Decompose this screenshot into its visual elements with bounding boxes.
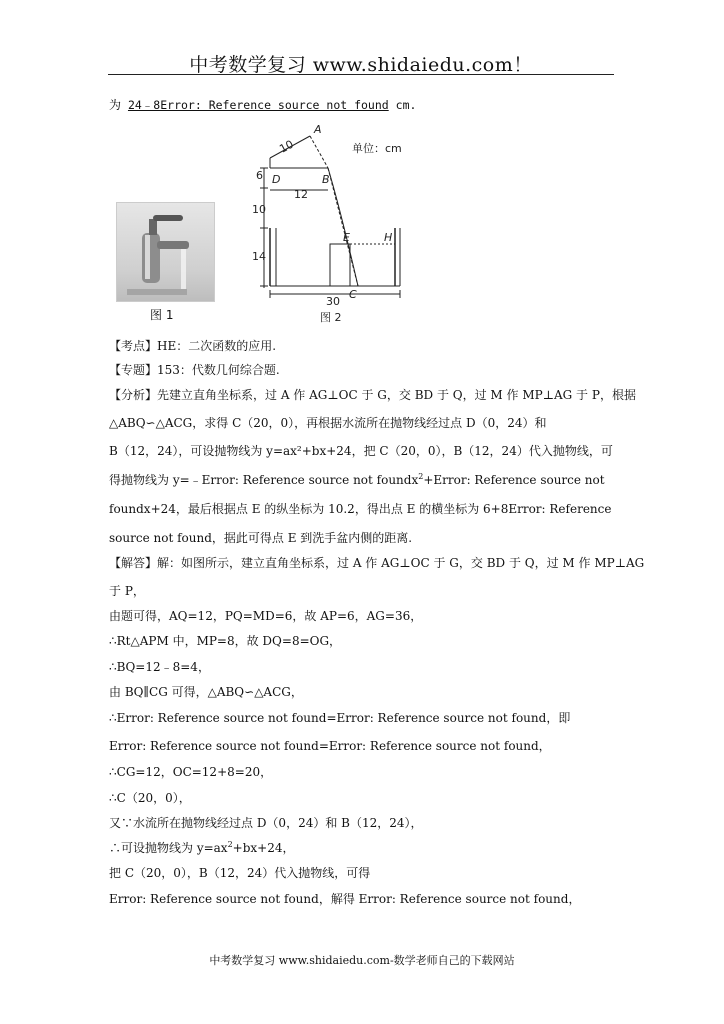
label-H: H bbox=[384, 231, 393, 244]
fenxi-line-2: △ABQ∽△ACG，求得 C（20，0），再根据水流所在抛物线经过点 D（0，24）和 bbox=[109, 416, 547, 430]
jieda-line-9: ∴CG=12，OC=12+8=20， bbox=[109, 765, 273, 779]
answer-unit: cm. bbox=[395, 98, 417, 112]
fig1-caption: 图 1 bbox=[150, 308, 174, 322]
dim-6: 6 bbox=[256, 169, 263, 182]
dim-10-slant: 10 bbox=[277, 137, 296, 156]
label-C: C bbox=[349, 288, 357, 301]
fenxi-line-6: source not found，据此可得点 E 到洗手盆内侧的距离. bbox=[109, 531, 413, 545]
jieda-line-7: ∴Error: Reference source not found=Error: Reference source not found，即 bbox=[109, 711, 571, 725]
kaodian-line bbox=[109, 338, 276, 354]
faucet-icon bbox=[117, 203, 214, 301]
answer-prefix: 为 bbox=[109, 98, 122, 112]
fenxi-text-4a: 得抛物线为 y=﹣Error: Reference source not foundx bbox=[109, 473, 419, 487]
fenxi-text-4b: +Error: Reference source not bbox=[423, 473, 605, 487]
label-B: B bbox=[322, 173, 330, 186]
jieda-line-12 bbox=[109, 840, 295, 856]
jieda-text-12b: +bx+24， bbox=[232, 841, 295, 855]
page-header: 中考数学复习 www.shidaiedu.com！ bbox=[189, 54, 533, 76]
jieda-line-4: ∴Rt△APM 中，MP=8，故 DQ=8=OG， bbox=[109, 634, 342, 648]
page-footer: 中考数学复习 www.shidaiedu.com-数学老师自己的下载网站 bbox=[209, 954, 515, 967]
header-rule bbox=[108, 74, 614, 75]
fenxi-text-1: 先建立直角坐标系，过 A 作 AG⊥OC 于 G，交 BD 于 Q，过 M 作 MP⊥AG 于 P，根据 bbox=[157, 388, 636, 402]
jieda-line-13: 把 C（20，0），B（12，24）代入抛物线，可得 bbox=[109, 866, 371, 880]
fenxi-sup-4: 2 bbox=[418, 472, 424, 481]
jieda-line-10: ∴C（20，0）， bbox=[109, 791, 191, 805]
jieda-text-12a: ∴可设抛物线为 y=ax bbox=[109, 841, 228, 855]
jieda-line-1 bbox=[109, 555, 644, 571]
answer-blank: 24﹣8Error: Reference source not found bbox=[127, 98, 389, 112]
jieda-line-8: Error: Reference source not found=Error: Reference source not found， bbox=[109, 739, 551, 753]
fenxi-line-4 bbox=[109, 472, 605, 488]
jieda-line-3: 由题可得，AQ=12，PQ=MD=6，故 AP=6，AG=36， bbox=[109, 609, 423, 623]
dim-14: 14 bbox=[252, 250, 266, 263]
jieda-line-14: Error: Reference source not found，解得 Error: Reference source not found， bbox=[109, 892, 581, 906]
dim-10-vert: 10 bbox=[252, 203, 266, 216]
faucet-photo bbox=[116, 202, 215, 302]
fenxi-line-5: foundx+24，最后根据点 E 的纵坐标为 10.2，得出点 E 的横坐标为 6+8Error: Reference bbox=[109, 502, 612, 516]
jieda-line-2: 于 P， bbox=[109, 584, 145, 598]
zhuanti-tag: 【专题】 bbox=[109, 363, 158, 377]
fig2-caption: 图 2 bbox=[320, 311, 342, 324]
answer-line bbox=[109, 97, 416, 113]
dim-12: 12 bbox=[294, 188, 308, 201]
fenxi-line-1 bbox=[109, 387, 636, 403]
label-A: A bbox=[314, 123, 322, 136]
jieda-line-6: 由 BQ∥CG 可得，△ABQ∽△ACG， bbox=[109, 685, 303, 699]
jieda-line-11: 又∵水流所在抛物线经过点 D（0，24）和 B（12，24）， bbox=[109, 816, 423, 830]
kaodian-tag: 【考点】 bbox=[109, 339, 158, 353]
jieda-text-1: 解：如图所示，建立直角坐标系，过 A 作 AG⊥OC 于 G，交 BD 于 Q，过 M 作 MP⊥AG bbox=[157, 556, 645, 570]
dim-30: 30 bbox=[326, 295, 340, 308]
zhuanti-text: 153：代数几何综合题. bbox=[157, 363, 280, 377]
unit-label: 单位：cm bbox=[352, 142, 402, 155]
fenxi-tag: 【分析】 bbox=[109, 388, 158, 402]
kaodian-text: HE：二次函数的应用. bbox=[157, 339, 277, 353]
zhuanti-line bbox=[109, 362, 280, 378]
fenxi-line-3: B（12，24），可设抛物线为 y=ax²+bx+24，把 C（20，0），B（12，24）代入抛物线，可 bbox=[109, 444, 613, 458]
jieda-line-5: ∴BQ=12﹣8=4， bbox=[109, 660, 210, 674]
figure-2-diagram bbox=[240, 118, 420, 328]
jieda-sup-12: 2 bbox=[227, 840, 233, 849]
label-D: D bbox=[272, 173, 281, 186]
label-E: E bbox=[343, 231, 350, 244]
jieda-tag: 【解答】 bbox=[109, 556, 158, 570]
